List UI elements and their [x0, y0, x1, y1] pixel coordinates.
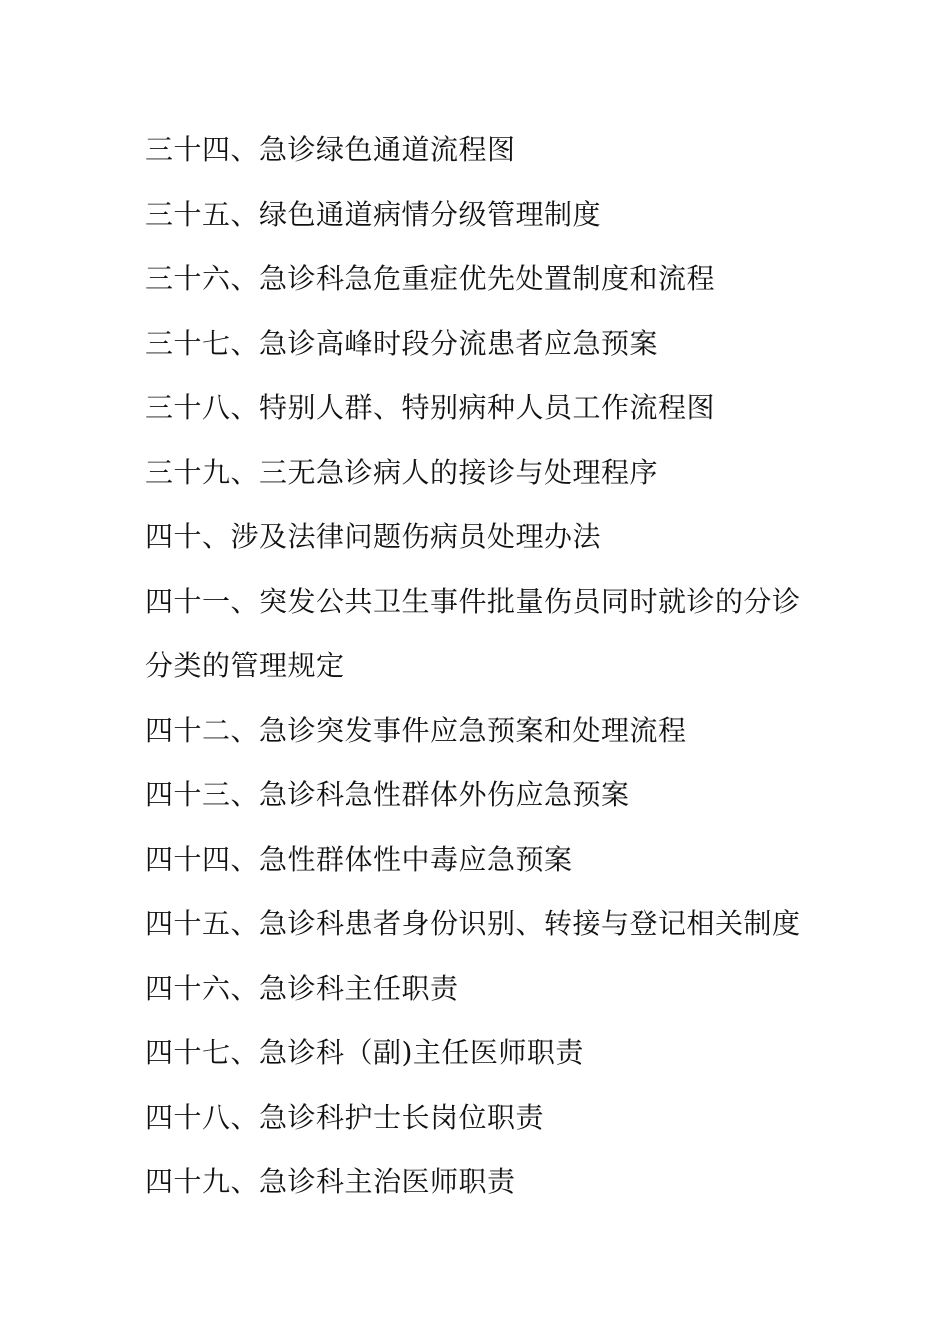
- toc-item: 四十三、急诊科急性群体外伤应急预案: [145, 778, 630, 811]
- toc-item: 四十七、急诊科（副)主任医师职责: [145, 1036, 584, 1069]
- toc-item: 三十五、绿色通道病情分级管理制度: [145, 197, 602, 231]
- table-of-contents: [145, 128, 845, 1225]
- toc-item: 四十八、急诊科护士长岗位职责: [145, 1100, 545, 1134]
- toc-item: 四十二、急诊突发事件应急预案和处理流程: [145, 713, 687, 747]
- toc-item-continuation: 分类的管理规定: [145, 649, 345, 682]
- toc-item: 三十九、三无急诊病人的接诊与处理程序: [145, 455, 659, 489]
- toc-item: 四十四、急性群体性中毒应急预案: [145, 842, 573, 876]
- toc-item: 三十六、急诊科急危重症优先处置制度和流程: [145, 262, 716, 295]
- toc-item: 四十一、突发公共卫生事件批量伤员同时就诊的分诊: [145, 584, 801, 618]
- toc-item: 三十七、急诊高峰时段分流患者应急预案: [145, 326, 659, 360]
- toc-item: 四十、涉及法律问题伤病员处理办法: [145, 520, 602, 553]
- toc-item: 三十四、急诊绿色通道流程图: [145, 133, 516, 166]
- toc-item: 四十六、急诊科主任职责: [145, 971, 459, 1005]
- toc-item: 三十八、特别人群、特别病种人员工作流程图: [145, 391, 716, 424]
- toc-item: 四十五、急诊科患者身份识别、转接与登记相关制度: [145, 907, 801, 940]
- toc-item: 四十九、急诊科主治医师职责: [145, 1165, 516, 1198]
